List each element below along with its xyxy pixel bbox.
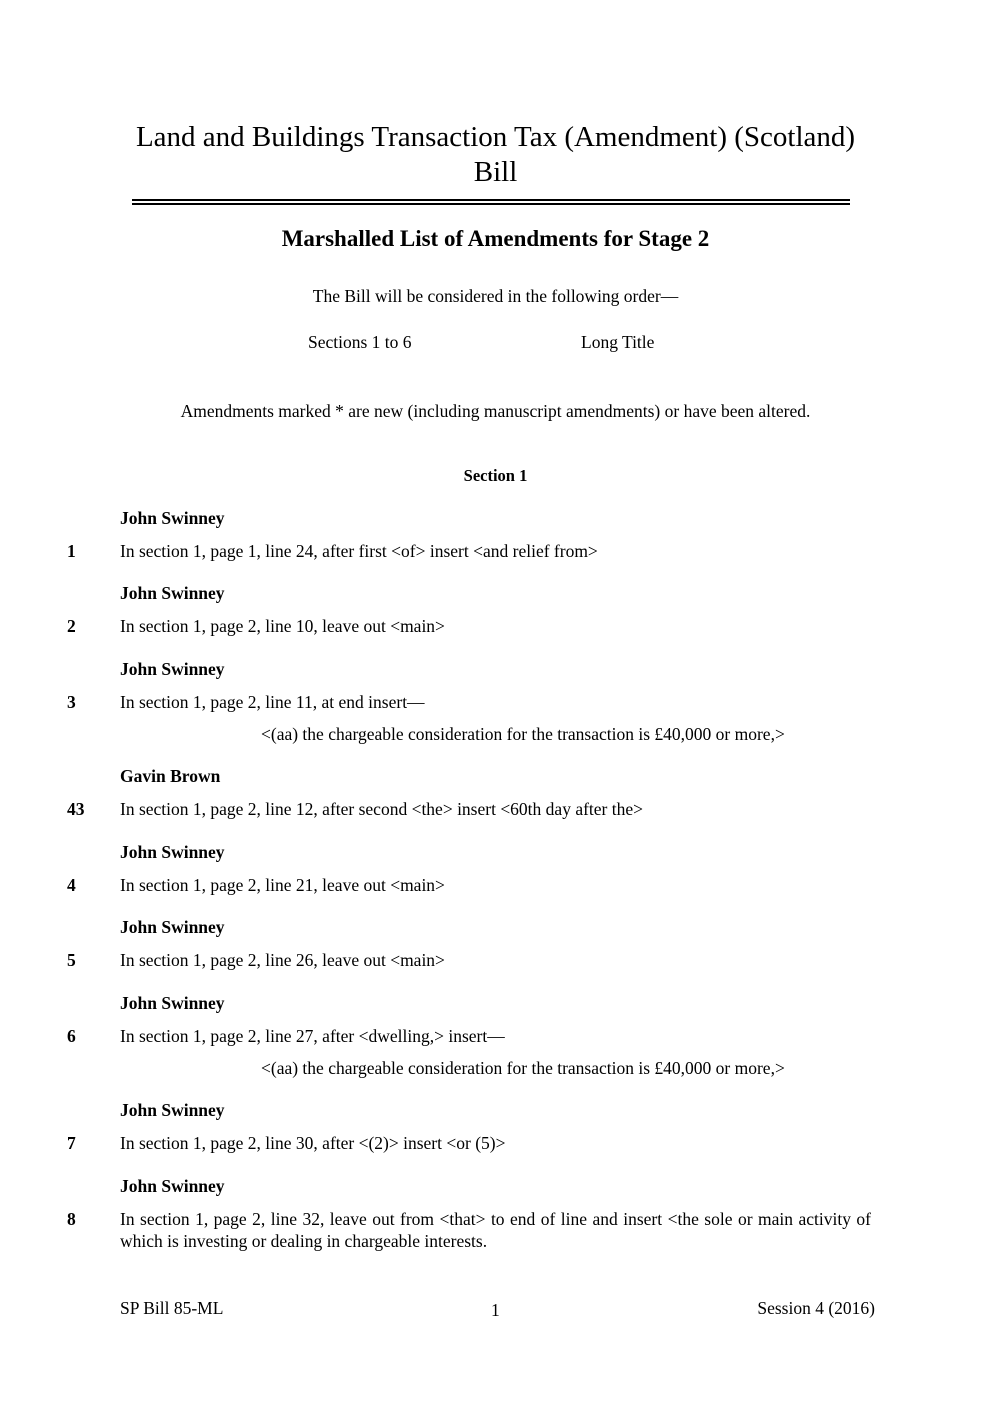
- amendment-text: In section 1, page 1, line 24, after first <of> insert <and relief from>: [120, 541, 598, 561]
- amendment-text: In section 1, page 2, line 10, leave out <main>: [120, 616, 445, 636]
- amendment-insert-text: <(aa) the chargeable consideration for the transaction is £40,000 or more,>: [261, 1058, 785, 1078]
- document-subtitle: Marshalled List of Amendments for Stage 2: [281, 226, 710, 251]
- amendment-member: John Swinney: [120, 1176, 225, 1196]
- amendment-number: 2: [67, 616, 76, 636]
- section-heading: Section 1: [463, 466, 528, 485]
- bill-title-line2: Bill: [473, 156, 518, 188]
- amendment-number: 8: [67, 1209, 76, 1229]
- amendment-member: John Swinney: [120, 993, 225, 1013]
- amendment-text: In section 1, page 2, line 11, at end insert—: [120, 692, 425, 712]
- divider: [132, 199, 850, 201]
- amendment-number: 3: [67, 692, 76, 712]
- amendment-member: John Swinney: [120, 508, 225, 528]
- amendment-text: In section 1, page 2, line 32, leave out from <that> to end of line and insert <the sole or main activity of which is investing or dealing in chargeable interests.: [120, 1209, 871, 1251]
- footer-bill-ref: SP Bill 85-ML: [120, 1298, 224, 1318]
- amendment-member: John Swinney: [120, 917, 225, 937]
- amendment-number: 7: [67, 1133, 76, 1153]
- amendment-member: John Swinney: [120, 1100, 225, 1120]
- amendment-number: 5: [67, 950, 76, 970]
- amendment-text: In section 1, page 2, line 26, leave out <main>: [120, 950, 445, 970]
- bill-title-line1: Land and Buildings Transaction Tax (Amendment) (Scotland): [135, 121, 856, 153]
- amendment-text: In section 1, page 2, line 12, after second <the> insert <60th day after the>: [120, 799, 643, 819]
- amendment-member: John Swinney: [120, 659, 225, 679]
- footer-page-number: 1: [491, 1300, 500, 1320]
- order-item: Sections 1 to 6: [308, 332, 412, 352]
- amendment-member: John Swinney: [120, 583, 225, 603]
- amendment-member: John Swinney: [120, 842, 225, 862]
- amendment-number: 4: [67, 875, 76, 895]
- amendment-member: Gavin Brown: [120, 766, 221, 786]
- amendment-number: 1: [67, 541, 76, 561]
- amendment-insert-text: <(aa) the chargeable consideration for the transaction is £40,000 or more,>: [261, 724, 785, 744]
- amendment-number: 6: [67, 1026, 76, 1046]
- order-intro: The Bill will be considered in the following order—: [312, 286, 679, 306]
- amendment-text: In section 1, page 2, line 27, after <dwelling,> insert—: [120, 1026, 505, 1046]
- amendment-text: In section 1, page 2, line 30, after <(2)> insert <or (5)>: [120, 1133, 506, 1153]
- order-item: Long Title: [581, 332, 655, 352]
- amendment-number: 43: [67, 799, 85, 819]
- amendment-note: Amendments marked * are new (including manuscript amendments) or have been altered.: [180, 401, 811, 421]
- amendment-text: In section 1, page 2, line 21, leave out <main>: [120, 875, 445, 895]
- footer-session: Session 4 (2016): [757, 1298, 875, 1318]
- divider: [132, 203, 850, 205]
